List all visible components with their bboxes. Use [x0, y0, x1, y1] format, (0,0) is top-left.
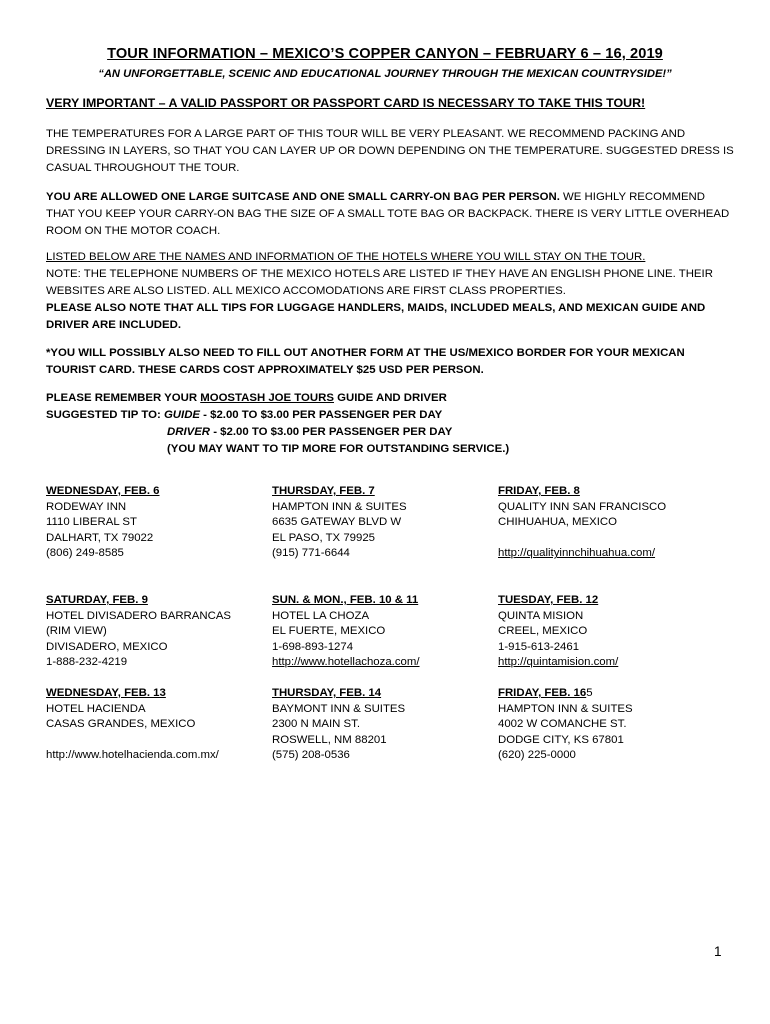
hotel-name: QUINTA MISION [498, 609, 584, 622]
tips-included-text: PLEASE ALSO NOTE THAT ALL TIPS FOR LUGGAGE HANDLERS, MAIDS, INCLUDED MEALS, AND MEXICAN GUIDE AND DRIVER ARE INCLUDED. [46, 302, 706, 331]
guide-amount: - $2.00 TO $3.00 PER PASSENGER PER DAY [200, 409, 443, 421]
hotel-name: HOTEL DIVISADERO BARRANCAS [46, 609, 232, 622]
document-subtitle: “AN UNFORGETTABLE, SCENIC AND EDUCATIONAL JOURNEY THROUGH THE MEXICAN COUNTRYSIDE!” [98, 68, 672, 80]
luggage-allowance: YOU ARE ALLOWED ONE LARGE SUITCASE AND ONE SMALL CARRY-ON BAG PER PERSON. [46, 191, 560, 203]
hotel-website-link[interactable]: http://www.hotellachoza.com/ [272, 656, 420, 669]
hotel-city: DODGE CITY, KS 67801 [498, 733, 624, 746]
luggage-recommendation: WE HIGHLY RECOMMEND THAT YOU KEEP YOUR CARRY-ON BAG THE SIZE OF A SMALL TOTE BAG OR BACKPACK. THERE IS VERY LITTLE OVERHEAD ROOM ON THE MOTOR COACH. [46, 191, 730, 237]
hotel-city: EL FUERTE, MEXICO [272, 625, 386, 638]
hotels-note-text: NOTE: THE TELEPHONE NUMBERS OF THE MEXICO HOTELS ARE LISTED IF THEY HAVE AN ENGLISH PHONE LINE. THEIR WEBSITES ARE ALSO LISTED. ALL MEXICO ACCOMODATIONS ARE FIRST CLASS PROPERTIES. [46, 268, 713, 297]
passport-notice: VERY IMPORTANT – A VALID PASSPORT OR PASSPORT CARD IS NECESSARY TO TAKE THIS TOUR! [46, 96, 646, 110]
driver-label: DRIVER [167, 426, 211, 438]
tipping-more-line: (YOU MAY WANT TO TIP MORE FOR OUTSTANDING SERVICE.) [167, 443, 510, 455]
document-title: TOUR INFORMATION – MEXICO’S COPPER CANYON – FEBRUARY 6 – 16, 2019 [107, 46, 663, 62]
itinerary-day [272, 593, 487, 671]
tipping-driver-line [46, 424, 736, 441]
hotels-info-paragraph [46, 249, 736, 334]
driver-amount: - $2.00 TO $3.00 PER PASSENGER PER DAY [210, 426, 453, 438]
tipping-guide-line [46, 407, 736, 424]
tipping-suggested-prefix: SUGGESTED TIP TO: [46, 409, 164, 421]
itinerary-date: TUESDAY, FEB. 12 [498, 594, 599, 606]
itinerary-day [46, 484, 261, 562]
itinerary-day [498, 484, 738, 562]
hotel-city: CREEL, MEXICO [498, 625, 588, 638]
hotel-city: CASAS GRANDES, MEXICO [46, 718, 196, 731]
itinerary-date: SATURDAY, FEB. 9 [46, 594, 148, 606]
tipping-remember-line [46, 390, 736, 407]
hotel-phone: 1-915-613-2461 [498, 640, 580, 653]
hotel-address: 6635 GATEWAY BLVD W [272, 516, 402, 529]
hotel-city: EL PASO, TX 79925 [272, 531, 375, 544]
hotels-listed-text: LISTED BELOW ARE THE NAMES AND INFORMATION OF THE HOTELS WHERE YOU WILL STAY ON THE TOUR. [46, 251, 646, 263]
hotel-address: 1110 LIBERAL ST [46, 516, 137, 529]
hotel-website-link[interactable]: http://qualityinnchihuahua.com/ [498, 547, 656, 560]
hotel-phone: (806) 249-8585 [46, 547, 124, 560]
hotel-note: (RIM VIEW) [46, 625, 107, 638]
itinerary-day [272, 686, 487, 764]
itinerary-date: SUN. & MON., FEB. 10 & 11 [272, 594, 419, 606]
temperatures-paragraph: THE TEMPERATURES FOR A LARGE PART OF THIS TOUR WILL BE VERY PLEASANT. WE RECOMMEND PACKING AND DRESSING IN LAYERS, SO THAT YOU CAN LAYER UP OR DOWN DEPENDING ON THE TEMPERATURE. SUGGESTED DRESS IS CASUAL THROUGHOUT THE TOUR. [46, 128, 734, 174]
itinerary-date: WEDNESDAY, FEB. 6 [46, 485, 160, 497]
hotel-address: 2300 N MAIN ST. [272, 718, 360, 731]
itinerary-date [498, 686, 738, 702]
luggage-paragraph [46, 189, 736, 240]
hotel-city: DIVISADERO, MEXICO [46, 640, 168, 653]
hotel-city: DALHART, TX 79022 [46, 531, 154, 544]
hotel-address: 4002 W COMANCHE ST. [498, 718, 627, 731]
spacer [46, 733, 261, 749]
tourist-card-paragraph: *YOU WILL POSSIBLY ALSO NEED TO FILL OUT ANOTHER FORM AT THE US/MEXICO BORDER FOR YOUR MEXICAN TOURIST CARD. THESE CARDS COST APPROXIMATELY $25 USD PER PERSON. [46, 347, 685, 376]
tour-company-name: MOOSTASH JOE TOURS [200, 392, 334, 404]
hotel-name: HOTEL LA CHOZA [272, 609, 370, 622]
hotel-name: HAMPTON INN & SUITES [272, 500, 407, 513]
itinerary-day [46, 686, 261, 764]
hotel-website: http://www.hotelhacienda.com.mx/ [46, 749, 219, 762]
hotel-phone: (915) 771-6644 [272, 547, 350, 560]
hotel-city: CHIHUAHUA, MEXICO [498, 516, 617, 529]
page-number: 1 [714, 944, 722, 959]
tipping-remember-prefix: PLEASE REMEMBER YOUR [46, 392, 201, 404]
itinerary-day [498, 593, 738, 671]
hotel-phone: 1-698-893-1274 [272, 640, 354, 653]
hotel-name: HAMPTON INN & SUITES [498, 702, 633, 715]
hotel-city: ROSWELL, NM 88201 [272, 733, 387, 746]
hotel-phone: (620) 225-0000 [498, 749, 576, 762]
hotel-name: RODEWAY INN [46, 500, 127, 513]
guide-label: GUIDE [163, 409, 201, 421]
spacer [498, 531, 738, 547]
hotel-name: QUALITY INN SAN FRANCISCO [498, 500, 667, 513]
hotel-name: HOTEL HACIENDA [46, 702, 146, 715]
hotel-phone: (575) 208-0536 [272, 749, 350, 762]
itinerary-day [272, 484, 487, 562]
itinerary-date: THURSDAY, FEB. 7 [272, 485, 375, 497]
hotel-phone: 1-888-232-4219 [46, 656, 128, 669]
itinerary-day [498, 686, 738, 764]
tipping-remember-suffix: GUIDE AND DRIVER [333, 392, 447, 404]
tipping-paragraph [46, 390, 736, 458]
itinerary-day [46, 593, 261, 671]
hotel-name: BAYMONT INN & SUITES [272, 702, 406, 715]
itinerary-date-main: FRIDAY, FEB. 16 [498, 687, 587, 699]
hotel-website-link[interactable]: http://quintamision.com/ [498, 656, 619, 669]
itinerary-date: WEDNESDAY, FEB. 13 [46, 687, 166, 699]
itinerary-date: FRIDAY, FEB. 8 [498, 485, 580, 497]
itinerary-date-extra: 5 [586, 687, 593, 699]
itinerary-date: THURSDAY, FEB. 14 [272, 687, 382, 699]
